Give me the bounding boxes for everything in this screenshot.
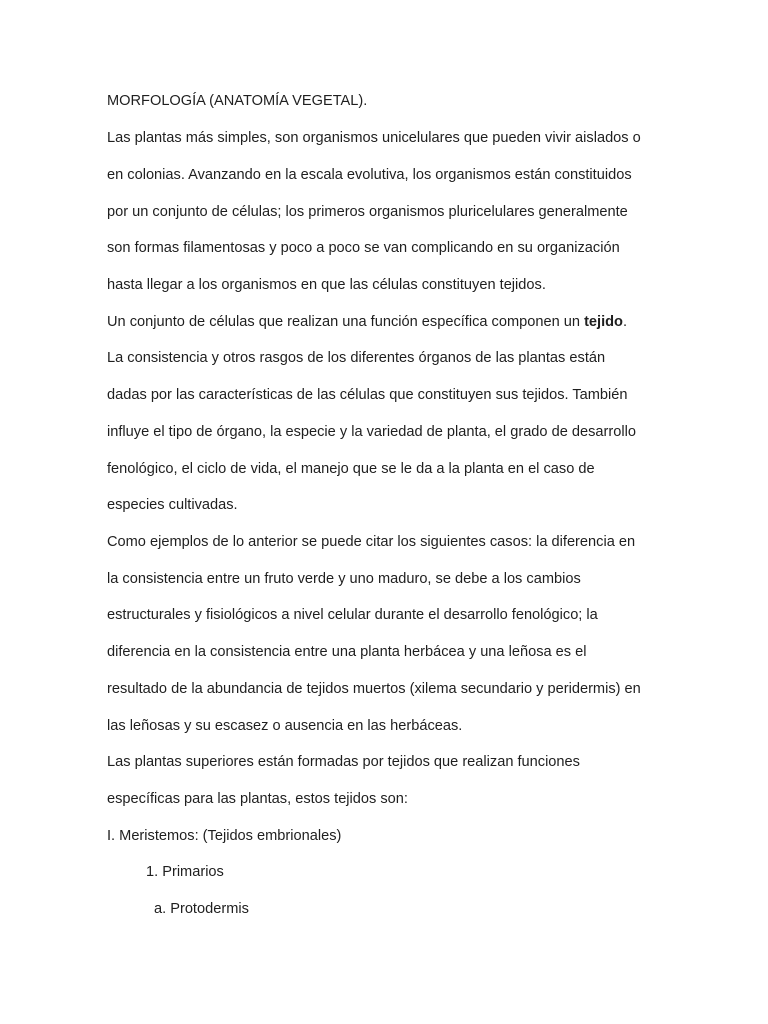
paragraph-line: estructurales y fisiológicos a nivel celular durante el desarrollo fenológico; la [107, 607, 598, 623]
paragraph-line: La consistencia y otros rasgos de los diferentes órganos de las plantas están [107, 350, 606, 366]
paragraph-line: dadas por las características de las células que constituyen sus tejidos. También [107, 387, 628, 403]
tejido-bold-term: tejido [584, 314, 623, 330]
paragraph-line: las leñosas y su escasez o ausencia en las herbáceas. [107, 718, 463, 734]
list-heading-meristemos: I. Meristemos: (Tejidos embrionales) [107, 828, 342, 844]
list-item-primarios: 1. Primarios [146, 864, 224, 880]
paragraph-line: especies cultivadas. [107, 497, 238, 513]
paragraph-line: son formas filamentosas y poco a poco se van complicando en su organización [107, 240, 620, 256]
tejido-definition-line [107, 312, 627, 332]
list-item-protodermis: a. Protodermis [154, 901, 249, 917]
paragraph-line: por un conjunto de células; los primeros organismos pluricelulares generalmente [107, 204, 628, 220]
paragraph-line: Las plantas superiores están formadas por tejidos que realizan funciones [107, 754, 580, 770]
tejido-line-before: Un conjunto de células que realizan una función específica componen un [107, 314, 585, 330]
paragraph-line: específicas para las plantas, estos tejidos son: [107, 791, 408, 807]
paragraph-line: Como ejemplos de lo anterior se puede citar los siguientes casos: la diferencia en [107, 534, 636, 550]
paragraph-line: fenológico, el ciclo de vida, el manejo que se le da a la planta en el caso de [107, 461, 595, 477]
paragraph-line: la consistencia entre un fruto verde y uno maduro, se debe a los cambios [107, 571, 581, 587]
paragraph-line: influye el tipo de órgano, la especie y la variedad de planta, el grado de desarrollo [107, 424, 636, 440]
tejido-line-after: . [622, 314, 628, 330]
paragraph-line: resultado de la abundancia de tejidos muertos (xilema secundario y peridermis) en [107, 681, 641, 697]
paragraph-line: en colonias. Avanzando en la escala evolutiva, los organismos están constituidos [107, 167, 632, 183]
paragraph-line: diferencia en la consistencia entre una planta herbácea y una leñosa es el [107, 644, 587, 660]
paragraph-line: Las plantas más simples, son organismos unicelulares que pueden vivir aislados o [107, 130, 641, 146]
document-title: MORFOLOGÍA (ANATOMÍA VEGETAL). [107, 93, 368, 109]
paragraph-line: hasta llegar a los organismos en que las células constituyen tejidos. [107, 277, 546, 293]
